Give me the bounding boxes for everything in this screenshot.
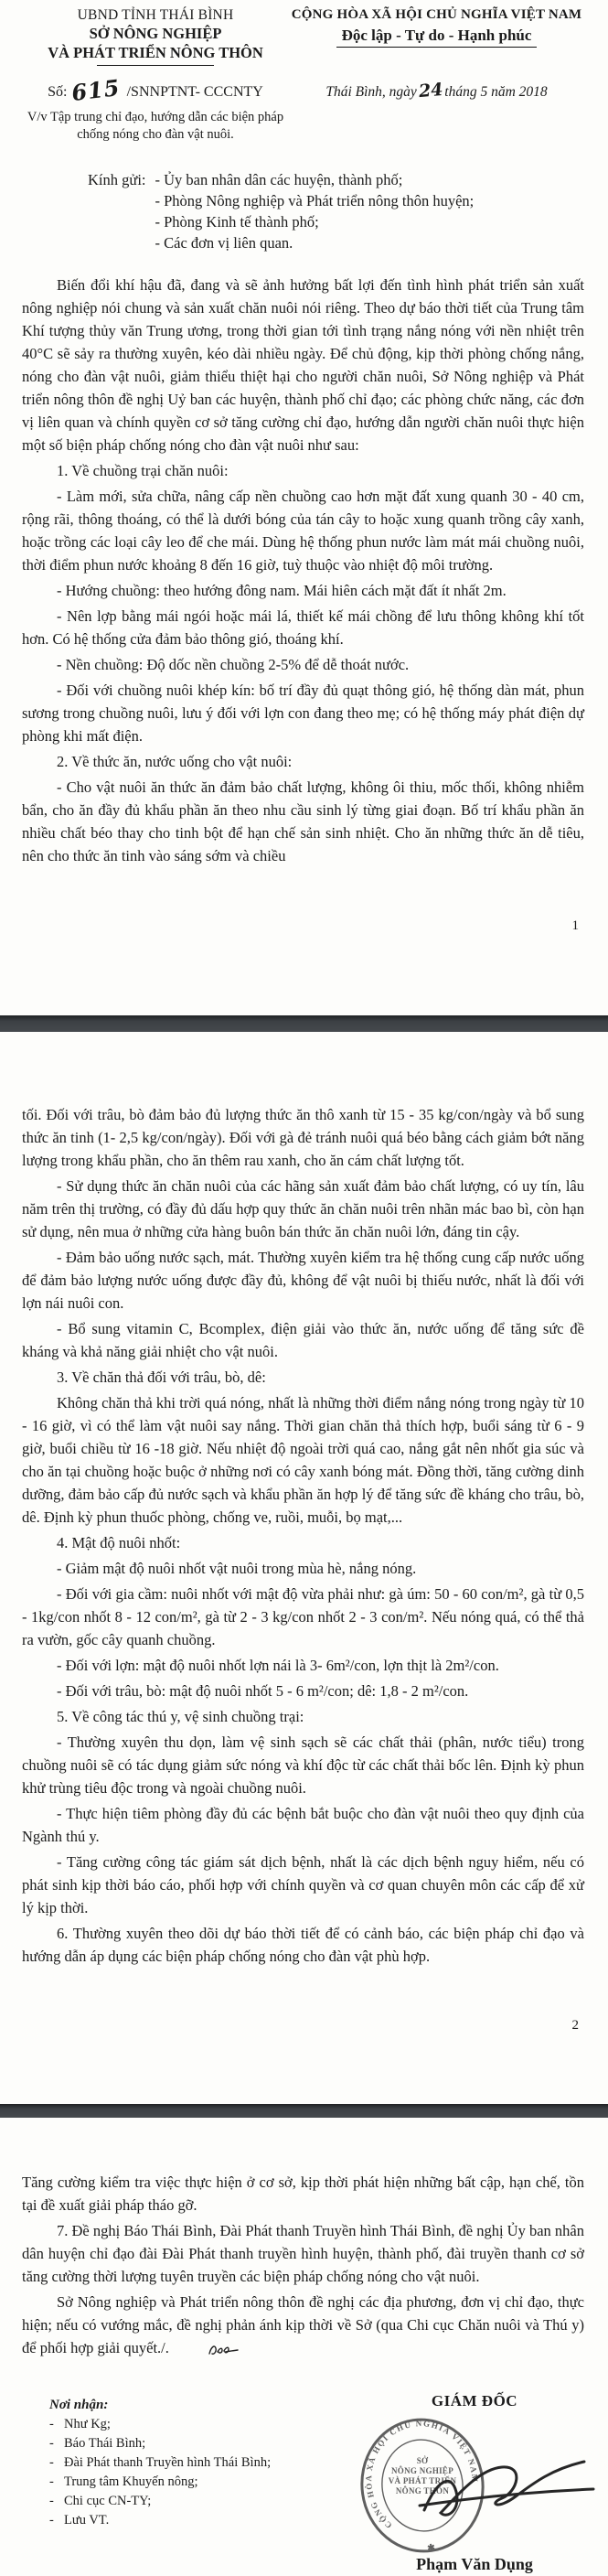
dash-bullet: - [49, 2417, 54, 2431]
org-name-line1: SỞ NÔNG NGHIỆP [89, 25, 222, 42]
recipient-item: - Ủy ban nhân dân các huyện, thành phố; [155, 171, 403, 188]
page-3 [0, 2118, 608, 2576]
document-number [22, 73, 289, 107]
page-number: 1 [571, 918, 579, 933]
paragraph: - Đối với trâu, bò: mật độ nuôi nhốt 5 - 6 m²/con; dê: 1,8 - 2 m²/con. [57, 1682, 469, 1700]
page-2 [0, 1032, 608, 2104]
dash-bullet: - [49, 2455, 54, 2470]
national-title: CỘNG HÒA XÃ HỘI CHỦ NGHĨA VIỆT NAM [291, 7, 582, 22]
section-heading: 4. Mật độ nuôi nhốt: [57, 1534, 181, 1551]
org-parent: UBND TỈNH THÁI BÌNH [77, 7, 234, 23]
distribution-item: - Như Kg; [49, 2415, 324, 2434]
seal-center-text: SỞ NÔNG NGHIỆP VÀ PHÁT TRIỂN NÔNG THÔN [388, 2456, 457, 2496]
paragraph: - Hướng chuồng: theo hướng đông nam. Mái hiên cách mặt đất ít nhất 2m. [57, 582, 507, 599]
place-date-suffix: tháng 5 năm 2018 [444, 84, 548, 100]
paragraph: - Nền chuồng: Độ dốc nền chuồng 2-5% để dễ thoát nước. [57, 656, 410, 673]
paragraph: - Đối với gia cầm: nuôi nhốt với mật độ vừa phải như: gà úm: 50 - 60 con/m², gà từ 0,5 - 1kg/con nhốt 8 - 12 con/m², gà từ 2 - 3 kg/con nhốt 2 - 3 con/m². Nếu nóng quá, có thể thả ra vườn, gốc cây quanh chuồng. [22, 1585, 584, 1648]
paragraph: - Thực hiện tiêm phòng đầy đủ các bệnh bắt buộc cho đàn vật nuôi theo quy định của Ngành thú y. [22, 1805, 584, 1845]
page3-body [22, 2171, 584, 2363]
recipients-list [155, 169, 475, 253]
paragraph: tối. Đối với trâu, bò đảm bảo đủ lượng thức ăn thô xanh từ 15 - 35 kg/con/ngày và bổ sung thức ăn tinh (1- 2,5 kg/con/ngày). Đối với gà đẻ tránh nuôi quá béo bằng cách giảm bớt năng lượng trong khẩu phần, cho ăn thêm rau xanh, cho ăn cám chất lượng tốt. [22, 1106, 584, 1169]
seal-ring-text: CỘNG HÒA XÃ HỘI CHỦ NGHĨA VIỆT NAM [364, 2419, 480, 2530]
section-heading: 1. Về chuồng trại chăn nuôi: [57, 462, 229, 479]
place-date-prefix: Thái Bình, ngày [325, 84, 417, 100]
handwritten-initials [173, 2340, 239, 2363]
paragraph: - Tăng cường công tác giám sát dịch bệnh, nhất là các dịch bệnh nguy hiểm, nếu có phát sinh kịp thời báo cáo, phối hợp với chính quyền và cơ quan chuyên môn các cấp để xử lý kịp thời. [22, 1853, 584, 1916]
distribution-item: - Lưu VT. [49, 2511, 324, 2530]
paragraph: - Đảm bảo uống nước sạch, mát. Thường xuyên kiểm tra hệ thống cung cấp nước uống để đảm bảo lượng nước uống được đầy đủ, không để vật nuôi bị thiếu nước, nhất là đối với lợn nái nuôi con. [22, 1249, 584, 1312]
day-handwritten: 24 [417, 79, 444, 102]
place-date-line [289, 80, 584, 101]
page2-body [22, 1103, 584, 1968]
national-header-block [289, 7, 584, 101]
paragraph: - Thường xuyên thu dọn, làm vệ sinh sạch sẽ các chất thải (phân, nước tiểu) trong chuồng nuôi sẽ có tác dụng giảm sức nóng và khí độc từ các chất thải bốc lên. Định kỳ phun khử trùng tiêu độc trong và ngoài chuồng nuôi. [22, 1733, 584, 1797]
recipients-label: Kính gửi: [88, 171, 146, 188]
doc-number-label: Số: [48, 84, 68, 100]
paragraph: - Bổ sung vitamin C, Bcomplex, điện giải vào thức ăn, nước uống để tăng sức đề kháng và khả năng giải nhiệt cho vật nuôi. [22, 1320, 584, 1360]
paragraph: - Cho vật nuôi ăn thức ăn đảm bảo chất lượng, không ôi thiu, mốc thối, không nhiễm bẩn, cho ăn đầy đủ khẩu phần ăn theo nhu cầu sinh lý từng giai đoạn. Bố trí khẩu phần ăn nhiều chất béo thay cho tinh bột để hạn chế sản sinh nhiệt. Cho ăn những thức ăn dễ tiêu, nên cho thức ăn tinh vào sáng sớm và chiều [22, 778, 584, 864]
closing-paragraph: Sở Nông nghiệp và Phát triển nông thôn đề nghị các địa phương, đơn vị chỉ đạo, thực hiện; nếu có vướng mắc, đề nghị phản ánh kịp thời về Sở (qua Chi cục Chăn nuôi và Thú y) để phối hợp giải quyết./. [22, 2293, 584, 2356]
recipient-item: - Phòng Kinh tế thành phố; [155, 213, 319, 231]
signer-title-block [347, 2392, 603, 2410]
recipient-item: - Các đơn vị liên quan. [155, 234, 293, 252]
dash-bullet: - [49, 2474, 54, 2489]
section-heading: 3. Về chăn thả đối với trâu, bò, dê: [57, 1368, 266, 1386]
org-underline [97, 65, 214, 66]
dash-bullet: - [49, 2513, 54, 2528]
issuing-org-block [22, 7, 289, 144]
recipients-block [88, 169, 584, 253]
subject-line: V/v Tập trung chỉ đạo, hướng dẫn các biện pháp chống nóng cho đàn vật nuôi. [27, 110, 284, 142]
signature-block [22, 2387, 584, 2576]
page-separator [0, 1015, 608, 1032]
paragraph: 7. Đề nghị Báo Thái Bình, Đài Phát thanh Truyền hình Thái Bình, đề nghị Ủy ban nhân dân huyện chỉ đạo đài Đài Phát thanh truyền hình huyện, thành phố, đài truyền thanh cơ sở tăng cường thời lượng tuyên truyền các biện pháp chống nóng cho vật nuôi. [22, 2222, 584, 2285]
page-1 [0, 0, 608, 1015]
doc-number-handwritten: 615 [69, 73, 122, 107]
paragraph: Tăng cường kiểm tra việc thực hiện ở cơ sở, kịp thời phát hiện những bất cập, hạn chế, tồn tại đề xuất giải pháp tháo gỡ. [22, 2174, 584, 2214]
signature-icon [415, 2442, 598, 2542]
distribution-label: Nơi nhận: [49, 2398, 109, 2412]
letter-header [22, 7, 584, 144]
paragraph: 6. Thường xuyên theo dõi dự báo thời tiết để có cảnh báo, các biện pháp chỉ đạo và hướng dẫn áp dụng các biện pháp chống nóng cho đàn vật phù hợp. [22, 1925, 584, 1965]
paragraph: - Sử dụng thức ăn chăn nuôi của các hãng sản xuất đảm bảo chất lượng, có uy tín, lâu năm trên thị trường, có đầy đủ dấu hợp quy thức ăn chăn nuôi trên nhãn mác bao bì, còn hạn sử dụng, nên mua ở những cửa hàng buôn bán thức ăn chăn nuôi lớn, đáng tin cậy. [22, 1177, 584, 1240]
svg-text:✱: ✱ [426, 2542, 436, 2554]
paragraph: - Giảm mật độ nuôi nhốt vật nuôi trong mùa hè, nắng nóng. [57, 1560, 417, 1577]
page-number: 2 [571, 2018, 579, 2033]
distribution-item: - Trung tâm Khuyến nông; [49, 2473, 324, 2492]
page1-body [22, 274, 584, 867]
doc-number-suffix: /SNNPTNT- CCCNTY [126, 84, 263, 100]
distribution-item: - Chi cục CN-TY; [49, 2492, 324, 2511]
distribution-item: - Báo Thái Bình; [49, 2434, 324, 2453]
paragraph: - Đối với chuồng nuôi khép kín: bố trí đầy đủ quạt thông gió, hệ thống dàn mát, phun sương trong chuồng nuôi, lưu ý đối với lợn con đang theo mẹ; có hệ thống máy phát điện dự phòng khi mất điện. [22, 682, 584, 745]
paragraph: - Nên lợp bằng mái ngói hoặc mái lá, thiết kế mái chồng để lưu thông không khí tốt hơn. Có hệ thống cửa đảm bảo thông gió, thoáng khí. [22, 607, 584, 648]
dash-bullet: - [49, 2494, 54, 2508]
section-heading: 2. Về thức ăn, nước uống cho vật nuôi: [57, 753, 293, 770]
recipient-item: - Phòng Nông nghiệp và Phát triển nông thôn huyện; [155, 192, 475, 209]
signer-name: Phạm Văn Dụng [416, 2555, 533, 2573]
org-name-line2: VÀ PHÁT TRIỂN NÔNG THÔN [48, 44, 263, 61]
distribution-item: - Đài Phát thanh Truyền hình Thái Bình; [49, 2453, 324, 2473]
paragraph [22, 2291, 584, 2363]
distribution-items [49, 2415, 324, 2530]
paragraph: Không chăn thả khi trời quá nóng, nhất là những thời điểm nắng nóng trong ngày từ 10 - 16 giờ, vì có thể làm vật nuôi say nắng. Thời gian chăn thả thích hợp, buổi sáng từ 6 - 9 giờ, buổi chiều từ 16 -18 giờ. Nếu nhiệt độ ngoài trời quá cao, nắng gắt nên nhốt gia súc và cho ăn tại chuồng hoặc buộc ở những nơi có cây xanh bóng mát. Đồng thời, tăng cường dinh dưỡng, đảm bảo cấp đủ nước sạch và khẩu phần ăn hợp lý để tăng sức đề kháng cho trâu, bò, dê. Định kỳ phun thuốc phòng, chống ve, ruồi, muỗi, bọ mạt,... [22, 1394, 584, 1526]
signer-title: GIÁM ĐỐC [431, 2392, 518, 2410]
paragraph: - Làm mới, sửa chữa, nâng cấp nền chuồng cao hơn mặt đất xung quanh 30 - 40 cm, rộng rãi, thông thoáng, có thể là dưới bóng của tán cây to hoặc xung quanh trồng cây xanh, hoặc trồng các loại cây leo để che mái. Dùng hệ thống phun nước làm mát mái chuồng nuôi, thời điểm phun nước khoảng 8 đến 16 giờ, tuỳ thuộc vào nhiệt độ môi trường. [22, 488, 584, 574]
page-separator [0, 2104, 608, 2118]
paragraph: Biến đổi khí hậu đã, đang và sẽ ảnh hưởng bất lợi đến tình hình phát triển sản xuất nông nghiệp nói chung và sản xuất chăn nuôi nói riêng. Theo dự báo thời tiết của Trung tâm Khí tượng thủy văn Trung ương, trong thời gian tới tình trạng nắng nóng với nền nhiệt trên 40°C sẽ sảy ra thường xuyên, kéo dài nhiều ngày. Để chủ động, kịp thời phòng chống nắng, nóng cho đàn vật nuôi, giảm thiểu thiệt hại cho người chăn nuôi, Sở Nông nghiệp và Phát triển nông thôn đề nghị Uỷ ban các huyện, thành phố chỉ đạo; các phòng chức năng, các đơn vị liên quan và chính quyền cơ sở tăng cường chỉ đạo, hướng dẫn người chăn nuôi thực hiện một số biện pháp chống nóng cho đàn vật nuôi như sau: [22, 276, 584, 454]
distribution-list [49, 2398, 324, 2530]
paragraph: - Đối với lợn: mật độ nuôi nhốt lợn nái là 3- 6m²/con, lợn thịt là 2m²/con. [57, 1657, 499, 1674]
dash-bullet: - [49, 2436, 54, 2451]
section-heading: 5. Về công tác thú y, vệ sinh chuồng trại: [57, 1708, 304, 1725]
national-motto: Độc lập - Tự do - Hạnh phúc [336, 26, 538, 48]
